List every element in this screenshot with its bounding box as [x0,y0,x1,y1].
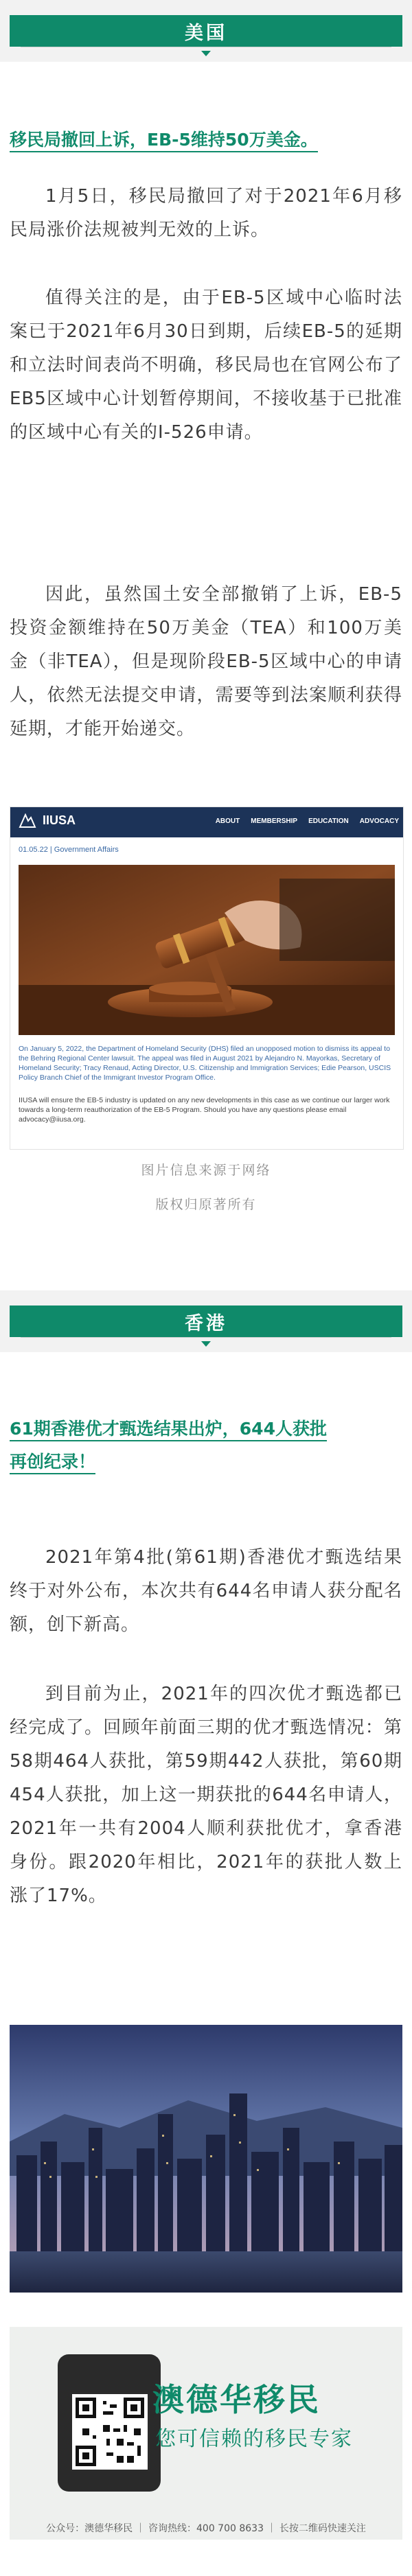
article-text-1: On January 5, 2022, the Department of Homeland Security (DHS) filed an unopposed motion to dismiss its appeal to the Behring Regional Center lawsuit. The appeal was filed in August 2021 by Alejandro N. Mayorkas, Secretary of Homeland Security; Tracy Renaud, Acting Director, U.S. Citizenship and Immigration Services; Edie Pearson, USCIS Policy Branch Chief of the Immigrant Investor Program Office. [19,1045,391,1082]
iiusa-article-screenshot [10,807,404,1150]
section-title-bar [10,1306,402,1337]
section-title: 香港 [185,1312,227,1334]
chevron-down-icon [201,51,211,56]
headline-line-1: 61期香港优才甄选结果出炉，644人获批 [10,1419,327,1441]
chevron-down-icon [201,1341,211,1347]
divider [21,1337,391,1338]
section-header-hk [0,1290,412,1352]
article-text-2: IIUSA will ensure the EB-5 industry is updated on any new developments in this case as we continue our larger work towards a long-term reauthorization of the EB-5 Program. Should you have any questions please email advocacy@iiusa.org. [19,1096,390,1124]
iiusa-nav-items [216,817,399,825]
nav-about[interactable]: ABOUT [215,817,240,825]
section-title-bar [10,15,402,47]
paragraph-1: 1月5日，移民局撤回了对于2021年6月移民局涨价法规被判无效的上诉。 [10,186,402,240]
hong-kong-skyline-photo [10,2025,402,2293]
nav-education[interactable]: EDUCATION [308,817,349,825]
iiusa-logo-icon [19,813,36,828]
paragraph-hk-1: 2021年第4批(第61期)香港优才甄选结果终于对外公布，本次共有644名申请人获分配名额，创下新高。 [10,1547,402,1635]
headline-line-2: 再创纪录！ [10,1452,95,1474]
iiusa-navbar [10,807,403,837]
brand-footer [10,2327,402,2540]
paragraph-hk-2: 到目前为止，2021年的四次优才甄选都已经完成了。回顾年前面三期的优才甄选情况：第58期464人获批，第59期442人获批，第60期454人获批，加上这一期获批的644名申请人，2021年一共有2004人顺利获批优才，拿香港身份。跟2020年相比，2021年的获批人数上涨了17%。 [10,1684,402,1906]
article-meta: 01.05.22 | Government Affairs [19,846,119,854]
section-header-us [0,0,412,62]
nav-membership[interactable]: MEMBERSHIP [251,817,298,825]
image-caption-copyright: 版权归原著所有 [155,1197,257,1212]
qr-code-icon[interactable] [70,2392,150,2472]
gavel-photo [19,865,395,1035]
paragraph-3: 因此，虽然国土安全部撤销了上诉，EB-5投资金额维持在50万美金（TEA）和100万美金（非TEA），但是现阶段EB-5区域中心的申请人，依然无法提交申请，需要等到法案顺利获得延期，才能开始递交。 [10,584,402,739]
footer-contact-bar: 公众号：澳德华移民 ｜ 咨询热线：400 700 8633 ｜ 长按二维码快速关注 [10,2516,402,2540]
iiusa-logo: IIUSA [19,813,76,828]
paragraph-2: 值得关注的是，由于EB-5区域中心临时法案已于2021年6月30日到期，后续EB-5的延期和立法时间表尚不明确，移民局也在官网公布了EB5区域中心计划暂停期间，不接收基于已批准的区域中心有关的I-526申请。 [10,288,402,443]
image-caption-source: 图片信息来源于网络 [141,1163,271,1178]
brand-slogan: 您可信赖的移民专家 [155,2427,353,2451]
nav-advocacy[interactable]: ADVOCACY [359,817,399,825]
article-headline-hk[interactable] [10,1413,402,1478]
headline-text: 移民局撤回上诉，EB-5维持50万美金。 [10,130,318,152]
section-title: 美国 [185,22,227,44]
brand-name: 澳德华移民 [152,2381,321,2418]
article-headline-us[interactable] [10,124,402,156]
